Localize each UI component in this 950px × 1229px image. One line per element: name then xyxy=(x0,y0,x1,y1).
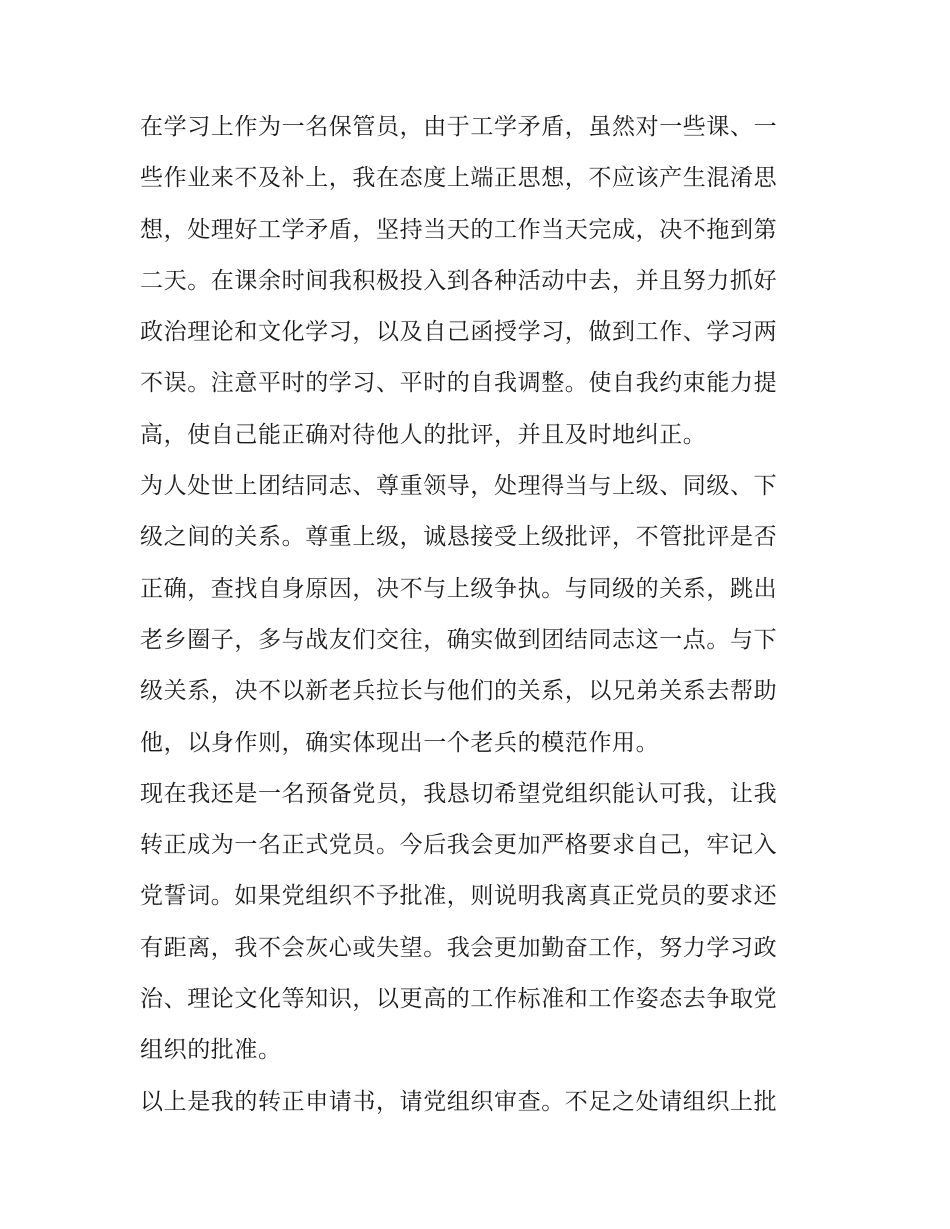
text-line: 级关系，决不以新老兵拉长与他们的关系，以兄弟关系去帮助 xyxy=(140,678,778,705)
text-line: 政治理论和文化学习，以及自己函授学习，做到工作、学习两 xyxy=(140,319,778,346)
text-line: 级之间的关系。尊重上级，诚恳接受上级批评，不管批评是否 xyxy=(140,524,778,551)
text-line: 党誓词。如果党组织不予批准，则说明我离真正党员的要求还 xyxy=(140,883,778,910)
paragraph-closing xyxy=(140,1077,814,1128)
text-line: 治、理论文化等知识，以更高的工作标准和工作姿态去争取党 xyxy=(140,986,778,1013)
text-line: 以上是我的转正申请书，请党组织审查。不足之处请组织上批 xyxy=(140,1088,778,1115)
paragraph-study xyxy=(140,102,814,461)
text-line: 正确，查找自身原因，决不与上级争执。与同级的关系，跳出 xyxy=(140,575,778,602)
text-line: 在学习上作为一名保管员，由于工学矛盾，虽然对一些课、一 xyxy=(140,114,778,140)
text-line: 组织的批准。 xyxy=(140,1037,282,1064)
text-line: 现在我还是一名预备党员，我恳切希望党组织能认可我，让我 xyxy=(140,780,778,807)
text-line: 老乡圈子，多与战友们交往，确实做到团结同志这一点。与下 xyxy=(140,626,778,653)
text-line: 有距离，我不会灰心或失望。我会更加勤奋工作，努力学习政 xyxy=(140,934,778,961)
document-body xyxy=(140,102,814,1128)
text-line: 为人处世上团结同志、尊重领导，处理得当与上级、同级、下 xyxy=(140,473,778,500)
text-line: 转正成为一名正式党员。今后我会更加严格要求自己，牢记入 xyxy=(140,832,778,859)
text-line: 二天。在课余时间我积极投入到各种活动中去，并且努力抓好 xyxy=(140,267,778,294)
text-line: 高，使自己能正确对待他人的批评，并且及时地纠正。 xyxy=(140,421,707,448)
text-line: 想，处理好工学矛盾，坚持当天的工作当天完成，决不拖到第 xyxy=(140,216,778,243)
text-line: 他，以身作则，确实体现出一个老兵的模范作用。 xyxy=(140,729,660,756)
paragraph-application xyxy=(140,769,814,1077)
text-line: 些作业来不及补上，我在态度上端正思想，不应该产生混淆思 xyxy=(140,165,778,192)
text-line: 不误。注意平时的学习、平时的自我调整。使自我约束能力提 xyxy=(140,370,778,397)
paragraph-relations xyxy=(140,461,814,769)
